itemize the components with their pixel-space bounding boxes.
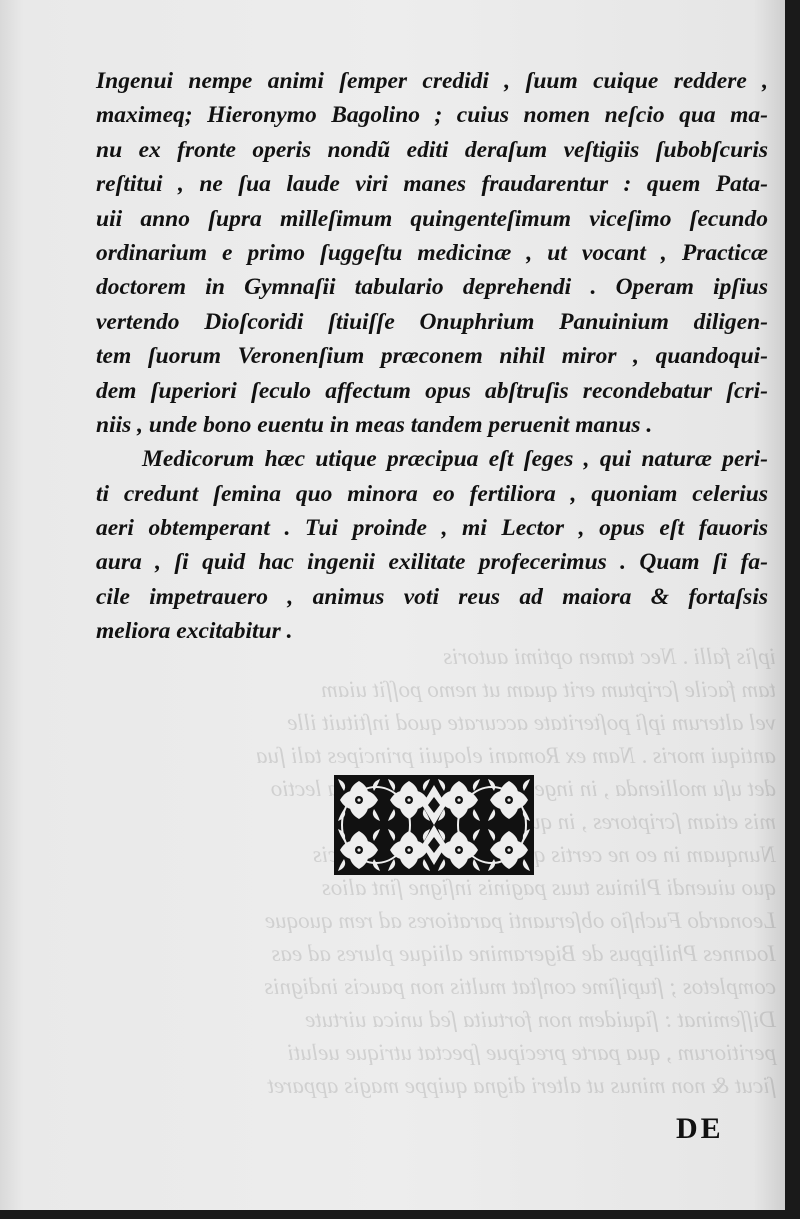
text-line: vertendo Dioſcoridi ſtiuiſſe Onuphrium Panuinium diligen- (96, 308, 768, 335)
text-line: uii anno ſupra milleſimum quingenteſimum viceſimo ſecundo (96, 205, 768, 232)
text-line: meliora excitabitur . (96, 618, 293, 645)
text-line: aeri obtemperant . Tui proinde , mi Lector , opus eſt fauoris (96, 515, 768, 542)
text-line: nu ex fronte operis nondũ editi deraſum veſtigiis ſubobſcuris (96, 136, 768, 163)
main-text (96, 64, 768, 649)
text-line: Ingenui nempe animi ſemper credidi , ſuum cuique reddere , (96, 68, 768, 94)
text-line: aura , ſi quid hac ingenii exilitate profecerimus . Quam ſi fa- (96, 549, 768, 576)
text-line: reſtitui , ne ſua laude viri manes fraudarentur : quem Pata- (96, 171, 768, 198)
paragraph-1 (96, 64, 768, 442)
text-line: maximeq; Hieronymo Bagolino ; cuius nomen neſcio qua ma- (96, 102, 768, 129)
text-line: cile impetrauero , animus voti reus ad maiora & fortaſsis (96, 583, 768, 610)
text-line: doctorem in Gymnaſii tabulario deprehendi . Operam ipſius (96, 274, 768, 301)
show-through-bleed: ipſis falli . Nec tamen optimi autoris tam facile ſcriptum erit quam ut nemo poſſit uiam vel alterum ipſi poſteritate accurate quod inſtituit ille antiqui moris . Nam ex Romani eloquii principes tali ſua det uſu mollienda , in ingenio lectio mis etiam ſcriptores , in quibus elegantius multi Nunquam in eo ne certis quibuſdam utiliter amicis quo uiuendi Plinius tuus paginis inſigne ſint alios Leonardo Fuchſio obſeruanti paratiores ad rem quoque Ioannes Philippus de Bigeramine aliique plures ad eas completos ; ſtupiſime conſtat multis non paucis indignis Diſſeminat : ſiquidem non fortuita ſed unica uirtute peritiorum , qua parte precipue ſpectat utrique ueluti ſicut & non minus ut alteri digna quippe magis apparet (255, 644, 776, 1098)
text-line: dem ſuperiori ſeculo affectum opus abſtruſis recondebatur ſcri- (96, 377, 768, 404)
text-line: ordinarium e primo ſuggeſtu medicinæ , ut vocant , Practicæ (96, 239, 768, 266)
text-line: tem ſuorum Veronenſium præconem nihil miror , quandoqui- (96, 343, 768, 370)
text-line: niis , unde bono euentu in meas tandem peruenit manus . (96, 411, 653, 438)
catchword: DE (676, 1112, 724, 1145)
paragraph-2 (96, 442, 768, 648)
text-line: ti credunt ſemina quo minora eo fertiliora , quoniam celerius (96, 480, 768, 507)
printers-ornament-icon (334, 775, 534, 875)
text-line: Medicorum hæc utique præcipua eſt ſeges , qui naturæ peri- (142, 446, 768, 473)
